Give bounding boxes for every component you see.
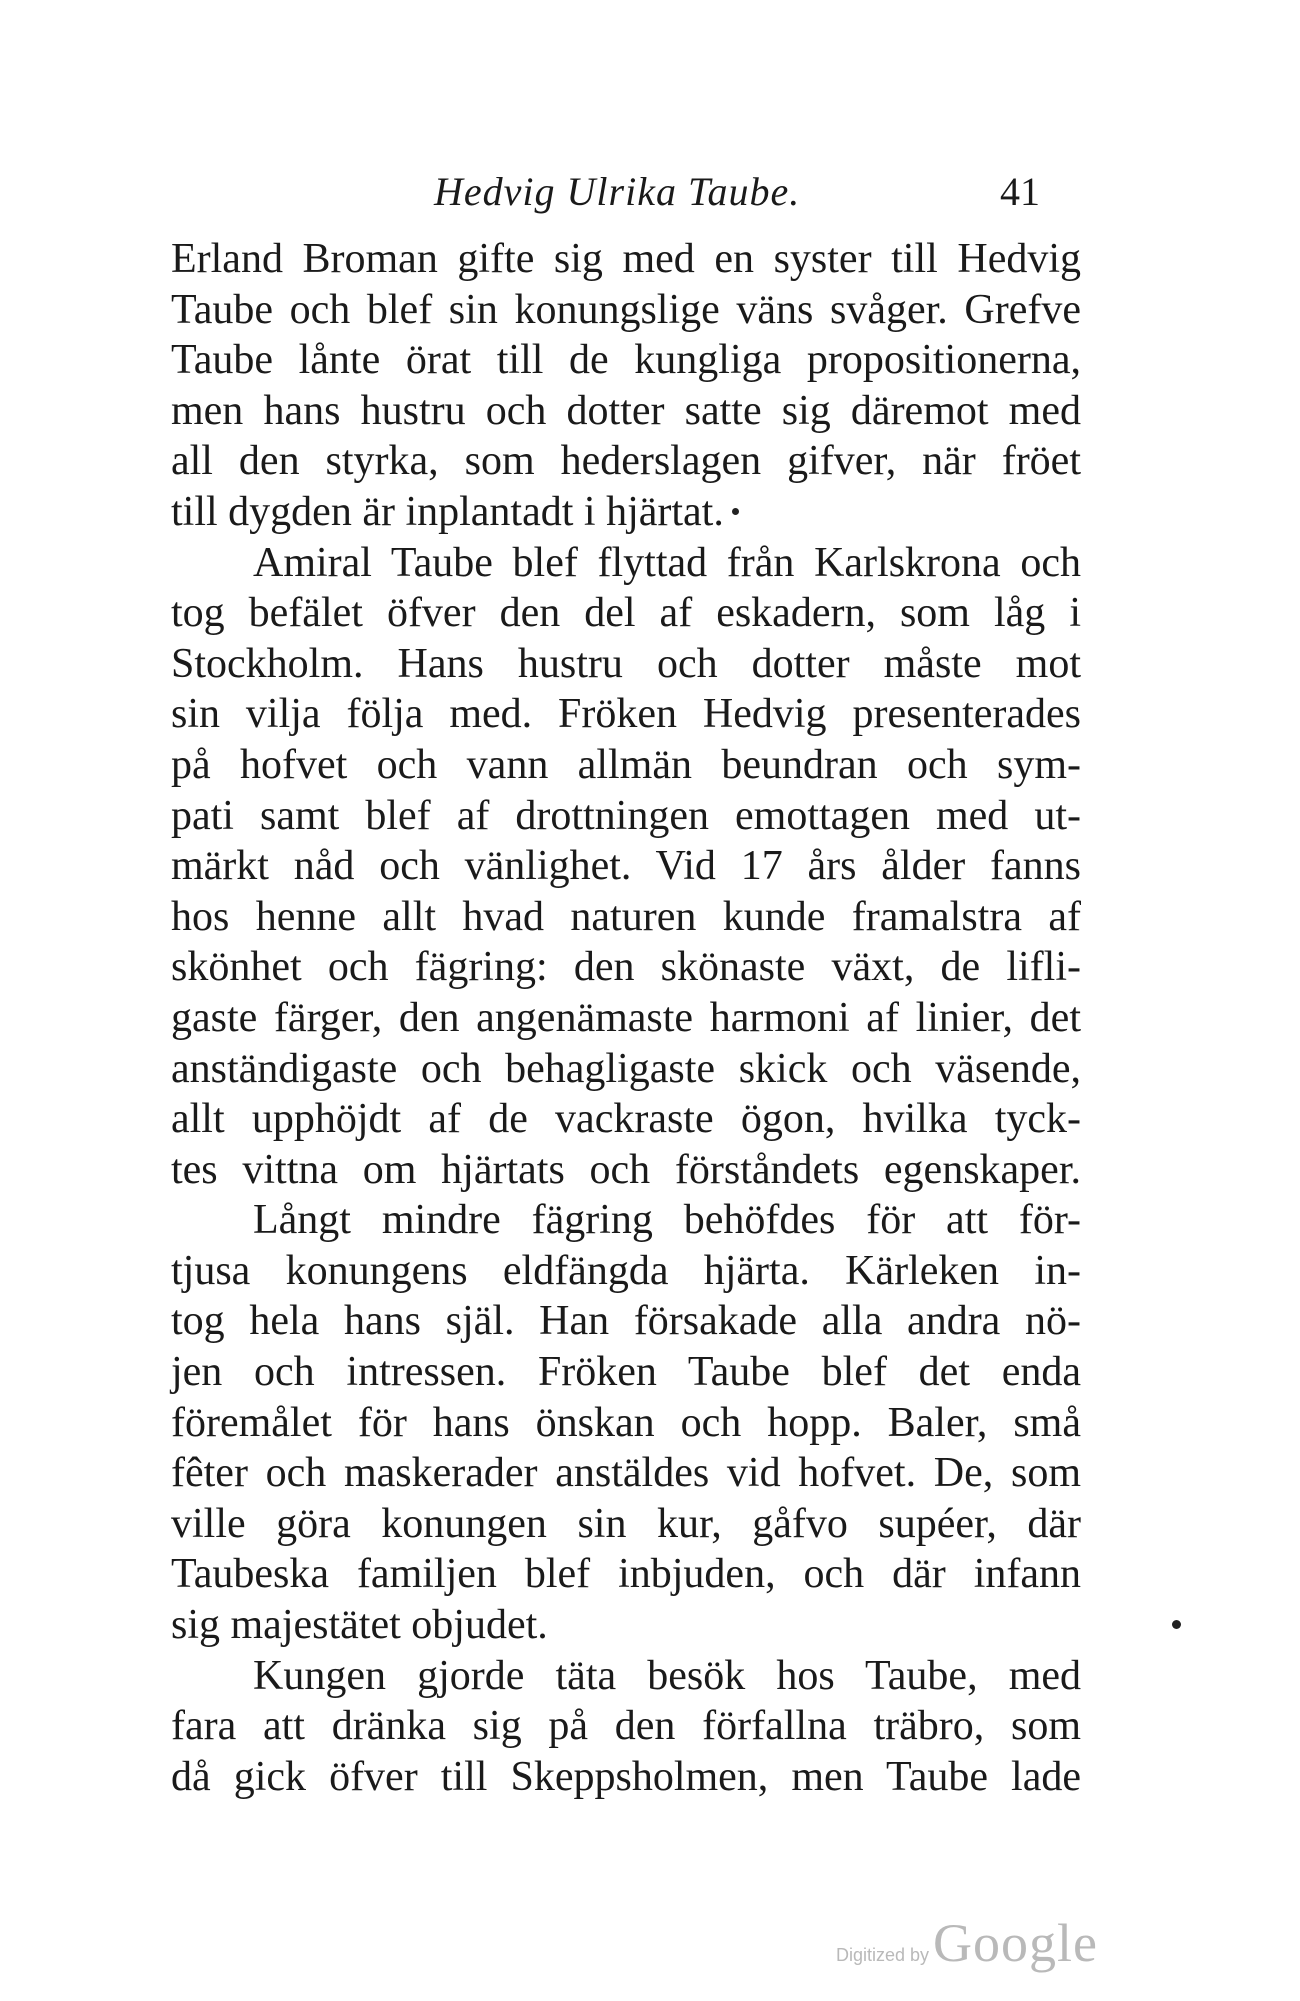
paragraph-start-line: Långt mindre fägring behöfdes för att för- xyxy=(253,1197,1081,1244)
body-text xyxy=(171,234,1081,1802)
ink-speck xyxy=(732,508,739,515)
text-line: fara att dränka sig på den förfallna träbro, som xyxy=(171,1703,1081,1750)
running-head xyxy=(0,168,1300,228)
text-line: föremålet för hans önskan och hopp. Baler, små xyxy=(171,1399,1081,1446)
text-line: men hans hustru och dotter satte sig däremot med xyxy=(171,387,1081,434)
text-line: på hofvet och vann allmän beundran och sym- xyxy=(171,741,1081,788)
text-line: Taube lånte örat till de kungliga propositionerna, xyxy=(171,337,1081,384)
paragraph-start-line: Kungen gjorde täta besök hos Taube, med xyxy=(253,1652,1081,1699)
text-line: tog befälet öfver den del af eskadern, som låg i xyxy=(171,590,1081,637)
page-number: 41 xyxy=(1000,169,1040,214)
watermark-brand: Google xyxy=(933,1913,1099,1973)
text-line: tog hela hans själ. Han försakade alla andra nö- xyxy=(171,1298,1081,1345)
text-line: anständigaste och behagligaste skick och väsende, xyxy=(171,1045,1081,1092)
text-line: sin vilja följa med. Fröken Hedvig presenterades xyxy=(171,691,1081,738)
text-line: Taube och blef sin konungslige väns svåger. Grefve xyxy=(171,286,1081,333)
text-line: all den styrka, som hederslagen gifver, när fröet xyxy=(171,438,1081,485)
text-line: tjusa konungens eldfängda hjärta. Kärleken in- xyxy=(171,1247,1081,1294)
text-line: fêter och maskerader anstäldes vid hofvet. De, som xyxy=(171,1450,1081,1497)
running-title: Hedvig Ulrika Taube. xyxy=(434,169,801,214)
text-line: skönhet och fägring: den skönaste växt, de lifli- xyxy=(171,944,1081,991)
text-line: allt upphöjdt af de vackraste ögon, hvilka tyck- xyxy=(171,1096,1081,1143)
text-line: till dygden är inplantadt i hjärtat. xyxy=(171,488,724,535)
text-line: gaste färger, den angenämaste harmoni af linier, det xyxy=(171,994,1081,1041)
text-line: då gick öfver till Skeppsholmen, men Taube lade xyxy=(171,1753,1081,1800)
text-line: jen och intressen. Fröken Taube blef det enda xyxy=(171,1349,1081,1396)
text-line: Erland Broman gifte sig med en syster till Hedvig xyxy=(171,236,1081,282)
text-line: ville göra konungen sin kur, gåfvo supéer, där xyxy=(171,1500,1081,1547)
watermark-prefix: Digitized by xyxy=(836,1945,930,1965)
paragraph-start-line: Amiral Taube blef flyttad från Karlskrona och xyxy=(253,539,1081,586)
text-line: tes vittna om hjärtats och förståndets egenskaper. xyxy=(171,1146,1081,1193)
text-line: sig majestätet objudet. xyxy=(171,1602,548,1649)
text-line: Taubeska familjen blef inbjuden, och där infann xyxy=(171,1551,1081,1598)
text-line: pati samt blef af drottningen emottagen med ut- xyxy=(171,792,1081,839)
text-line: Stockholm. Hans hustru och dotter måste mot xyxy=(171,640,1081,687)
ink-speck xyxy=(1172,1620,1181,1629)
digitized-watermark xyxy=(836,1912,1098,1974)
text-line: märkt nåd och vänlighet. Vid 17 års ålder fanns xyxy=(171,843,1081,890)
text-line: hos henne allt hvad naturen kunde framalstra af xyxy=(171,893,1081,940)
